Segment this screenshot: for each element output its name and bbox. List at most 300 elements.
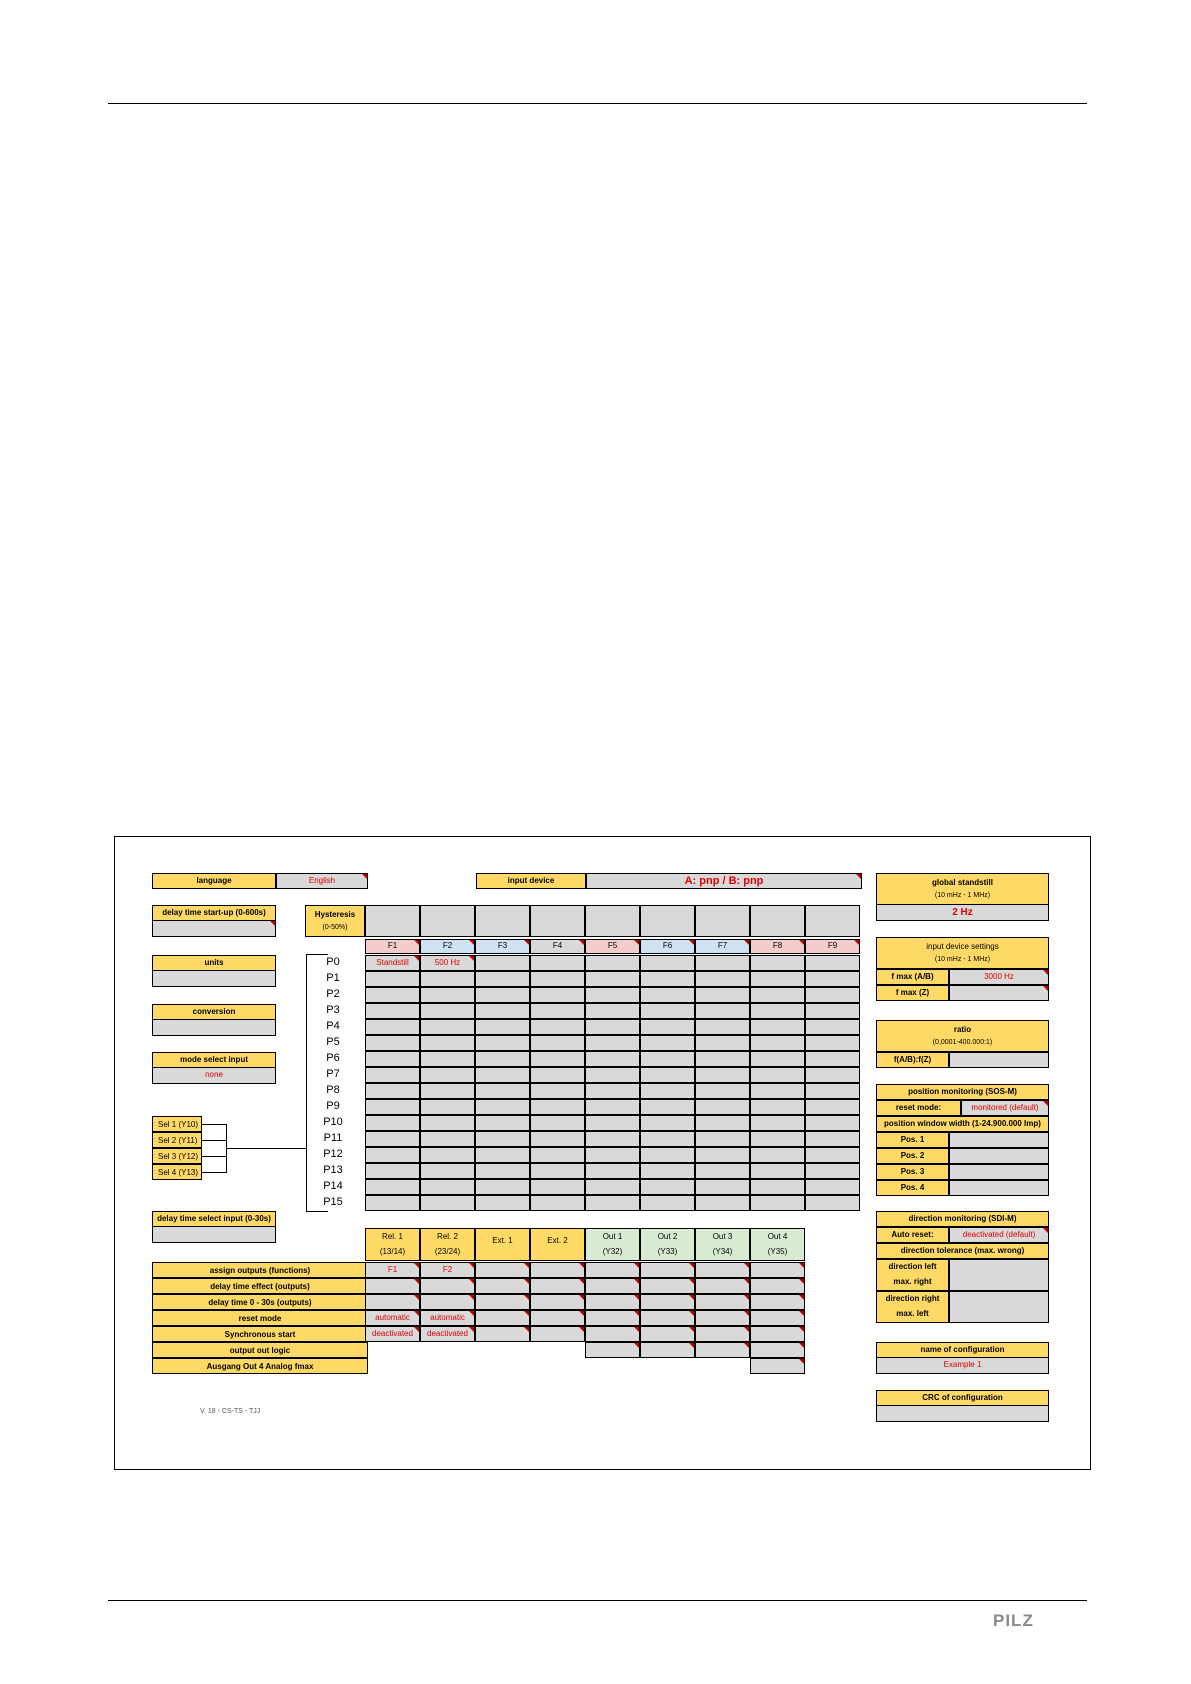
output-cell[interactable] — [530, 1310, 585, 1326]
matrix-cell[interactable] — [805, 1131, 860, 1147]
ratio-header — [876, 1020, 1049, 1052]
matrix-cell[interactable] — [805, 1035, 860, 1051]
matrix-cell[interactable] — [420, 1179, 475, 1195]
output-cell[interactable] — [365, 1278, 420, 1294]
matrix-cell[interactable] — [475, 1195, 530, 1211]
hysteresis-cell[interactable] — [805, 905, 860, 937]
matrix-cell[interactable] — [530, 1115, 585, 1131]
matrix-cell[interactable] — [365, 1003, 420, 1019]
matrix-cell[interactable] — [640, 1099, 695, 1115]
assign-rel2-value: F2 — [442, 1264, 453, 1274]
matrix-cell[interactable] — [640, 1163, 695, 1179]
ratio-formula: f(A/B):f(Z) — [876, 1052, 949, 1068]
matrix-cell[interactable] — [420, 1083, 475, 1099]
matrix-cell[interactable] — [365, 1179, 420, 1195]
matrix-cell[interactable] — [750, 1019, 805, 1035]
version-note: V. 18 - CS-TS - TJJ — [200, 1408, 261, 1415]
sdi-label: direction monitoring (SDI-M) — [876, 1211, 1049, 1227]
matrix-cell[interactable] — [695, 987, 750, 1003]
matrix-cell[interactable] — [640, 971, 695, 987]
matrix-cell[interactable] — [695, 955, 750, 971]
output-terminal: (13/14) — [379, 1246, 406, 1256]
output-cell[interactable] — [530, 1278, 585, 1294]
mode-select-value[interactable]: none — [152, 1068, 276, 1084]
function-header-cell: F8 — [750, 939, 805, 954]
ratio-field[interactable] — [949, 1052, 1049, 1068]
hysteresis-cell[interactable] — [640, 905, 695, 937]
parameter-label: P10 — [323, 1116, 343, 1128]
output-cell[interactable] — [750, 1326, 805, 1342]
output-header-cell — [475, 1228, 530, 1261]
sel-line-4 — [202, 1172, 226, 1173]
output-cell[interactable] — [640, 1278, 695, 1294]
position-field[interactable] — [949, 1132, 1049, 1148]
matrix-cell[interactable] — [805, 971, 860, 987]
matrix-cell[interactable] — [695, 1099, 750, 1115]
output-cell[interactable] — [420, 1294, 475, 1310]
matrix-cell[interactable] — [750, 1099, 805, 1115]
output-terminal: (23/24) — [434, 1246, 461, 1256]
matrix-cell[interactable] — [695, 1019, 750, 1035]
output-header-cell — [365, 1228, 420, 1261]
matrix-cell[interactable] — [365, 1019, 420, 1035]
hysteresis-label: Hysteresis — [314, 909, 356, 919]
matrix-cell[interactable] — [420, 1035, 475, 1051]
matrix-cell[interactable] — [365, 1115, 420, 1131]
matrix-cell[interactable] — [475, 1099, 530, 1115]
output-cell[interactable] — [750, 1262, 805, 1278]
matrix-cell[interactable] — [695, 1035, 750, 1051]
output-name: Rel. 2 — [437, 1231, 458, 1241]
matrix-cell[interactable] — [640, 1083, 695, 1099]
matrix-cell[interactable] — [695, 1163, 750, 1179]
output-cell[interactable] — [640, 1326, 695, 1342]
matrix-cell[interactable] — [750, 955, 805, 971]
matrix-cell[interactable] — [365, 1099, 420, 1115]
matrix-cell[interactable] — [805, 1147, 860, 1163]
hysteresis-cell[interactable] — [475, 905, 530, 937]
matrix-cell[interactable] — [530, 1147, 585, 1163]
matrix-cell[interactable] — [420, 1195, 475, 1211]
matrix-cell[interactable] — [530, 1003, 585, 1019]
hysteresis-cell[interactable] — [420, 905, 475, 937]
matrix-cell[interactable] — [420, 1131, 475, 1147]
matrix-cell[interactable] — [420, 987, 475, 1003]
hysteresis-cell[interactable] — [585, 905, 640, 937]
matrix-cell[interactable] — [805, 1051, 860, 1067]
matrix-cell[interactable] — [585, 987, 640, 1003]
output-cell[interactable] — [585, 1342, 640, 1358]
matrix-cell[interactable] — [750, 1083, 805, 1099]
matrix-cell[interactable] — [475, 1035, 530, 1051]
matrix-cell[interactable] — [530, 1067, 585, 1083]
output-header-cell — [585, 1228, 640, 1261]
matrix-cell[interactable] — [750, 1003, 805, 1019]
matrix-cell[interactable] — [420, 1115, 475, 1131]
position-field[interactable] — [949, 1164, 1049, 1180]
parameter-label: P5 — [326, 1036, 340, 1048]
output-cell[interactable] — [585, 1310, 640, 1326]
matrix-cell[interactable] — [365, 987, 420, 1003]
matrix-cell[interactable] — [585, 1147, 640, 1163]
p0-f1-value: Standstill — [376, 957, 409, 967]
matrix-cell[interactable] — [475, 1003, 530, 1019]
output-header-cell — [530, 1228, 585, 1261]
matrix-cell[interactable] — [640, 1131, 695, 1147]
matrix-cell[interactable] — [640, 1003, 695, 1019]
output-name: Out 4 — [767, 1231, 788, 1241]
direction-right-label — [876, 1291, 949, 1323]
matrix-cell[interactable] — [530, 1035, 585, 1051]
matrix-cell[interactable] — [640, 1035, 695, 1051]
matrix-cell[interactable] — [805, 1083, 860, 1099]
matrix-cell[interactable] — [640, 1179, 695, 1195]
param-bracket — [306, 954, 307, 1212]
output-cell[interactable] — [585, 1262, 640, 1278]
matrix-cell[interactable] — [365, 1195, 420, 1211]
position-field[interactable] — [949, 1148, 1049, 1164]
matrix-cell[interactable] — [805, 1115, 860, 1131]
hysteresis-cell[interactable] — [750, 905, 805, 937]
matrix-cell[interactable] — [530, 1163, 585, 1179]
function-header-cell: F2 — [420, 939, 475, 954]
matrix-cell[interactable] — [475, 1131, 530, 1147]
sdi-auto-value[interactable]: deactivated (default) — [949, 1227, 1049, 1243]
sos-label: position monitoring (SOS-M) — [876, 1084, 1049, 1100]
output-terminal: (Y32) — [602, 1246, 623, 1256]
matrix-cell[interactable] — [475, 987, 530, 1003]
matrix-cell[interactable] — [750, 1147, 805, 1163]
output-terminal: (Y35) — [767, 1246, 788, 1256]
global-standstill-range: (10 mHz - 1 MHz) — [934, 891, 991, 899]
matrix-cell[interactable] — [420, 1147, 475, 1163]
matrix-cell[interactable] — [530, 1083, 585, 1099]
matrix-cell[interactable] — [750, 971, 805, 987]
input-settings-header — [876, 937, 1049, 969]
matrix-cell[interactable] — [640, 955, 695, 971]
sdi-auto-label: Auto reset: — [876, 1227, 949, 1243]
matrix-cell[interactable] — [420, 1163, 475, 1179]
matrix-cell[interactable] — [640, 1147, 695, 1163]
matrix-cell[interactable] — [695, 971, 750, 987]
output-cell[interactable] — [585, 1278, 640, 1294]
crc-field[interactable] — [876, 1406, 1049, 1422]
hysteresis-range: (0-50%) — [322, 923, 348, 931]
matrix-cell[interactable] — [420, 1003, 475, 1019]
matrix-cell[interactable] — [420, 1099, 475, 1115]
function-header-cell: F9 — [805, 939, 860, 954]
direction-left-field[interactable] — [949, 1259, 1049, 1291]
matrix-cell[interactable] — [585, 1019, 640, 1035]
fmax-ab-value[interactable]: 3000 Hz — [949, 969, 1049, 985]
matrix-cell[interactable] — [365, 1083, 420, 1099]
output-cell[interactable] — [695, 1326, 750, 1342]
direction-left-label — [876, 1259, 949, 1291]
conversion-field[interactable] — [152, 1020, 276, 1036]
matrix-cell[interactable] — [475, 1179, 530, 1195]
output-cell[interactable] — [420, 1278, 475, 1294]
output-cell[interactable] — [695, 1310, 750, 1326]
matrix-cell[interactable] — [365, 1067, 420, 1083]
matrix-cell[interactable] — [585, 1131, 640, 1147]
reset-rel1-value: automatic — [375, 1312, 410, 1322]
position-field[interactable] — [949, 1180, 1049, 1196]
output-cell[interactable] — [530, 1294, 585, 1310]
matrix-cell[interactable] — [695, 1131, 750, 1147]
parameter-label: P1 — [326, 972, 340, 984]
matrix-cell[interactable] — [585, 1083, 640, 1099]
conversion-label: conversion — [152, 1004, 276, 1020]
output-name: Out 2 — [657, 1231, 678, 1241]
function-header-cell: F4 — [530, 939, 585, 954]
output-row-label: reset mode — [152, 1310, 368, 1326]
matrix-cell[interactable] — [475, 1051, 530, 1067]
input-settings-label: input device settings — [926, 941, 999, 951]
matrix-cell[interactable] — [365, 971, 420, 987]
output-header-cell — [750, 1228, 805, 1261]
sel-line-2 — [202, 1140, 226, 1141]
matrix-cell[interactable] — [530, 1131, 585, 1147]
name-config-value[interactable]: Example 1 — [876, 1358, 1049, 1374]
matrix-cell[interactable] — [475, 1067, 530, 1083]
parameter-label: P7 — [326, 1068, 340, 1080]
language-value[interactable]: English — [276, 873, 368, 889]
output-cell[interactable] — [750, 1278, 805, 1294]
sel-input-3: Sel 3 (Y12) — [152, 1148, 202, 1164]
output-cell[interactable] — [475, 1278, 530, 1294]
matrix-cell[interactable] — [365, 1035, 420, 1051]
output-cell[interactable] — [530, 1262, 585, 1278]
parameter-label: P15 — [323, 1196, 343, 1208]
sel-line-1 — [202, 1124, 226, 1125]
matrix-cell[interactable] — [640, 1067, 695, 1083]
matrix-cell[interactable] — [475, 1019, 530, 1035]
output-cell[interactable] — [750, 1342, 805, 1358]
output-name: Rel. 1 — [382, 1231, 403, 1241]
matrix-cell[interactable] — [530, 1195, 585, 1211]
matrix-cell[interactable] — [585, 1099, 640, 1115]
param-bracket-bottom — [306, 1211, 328, 1212]
matrix-cell[interactable] — [365, 1051, 420, 1067]
matrix-cell[interactable] — [585, 1163, 640, 1179]
matrix-cell[interactable] — [640, 1051, 695, 1067]
output-row-label: Ausgang Out 4 Analog fmax — [152, 1358, 368, 1374]
matrix-cell[interactable] — [585, 1195, 640, 1211]
matrix-cell[interactable] — [585, 1051, 640, 1067]
output-cell[interactable] — [640, 1310, 695, 1326]
matrix-cell[interactable] — [530, 1179, 585, 1195]
matrix-cell[interactable] — [530, 1099, 585, 1115]
matrix-cell[interactable] — [805, 1067, 860, 1083]
hysteresis-header — [305, 905, 365, 937]
parameter-label: P6 — [326, 1052, 340, 1064]
direction-left-line2: max. right — [893, 1277, 932, 1286]
matrix-cell[interactable] — [640, 987, 695, 1003]
matrix-cell[interactable] — [585, 971, 640, 987]
output-cell[interactable] — [530, 1326, 585, 1342]
matrix-cell[interactable] — [695, 1067, 750, 1083]
fmax-z-label: f max (Z) — [876, 985, 949, 1001]
global-standstill-label: global standstill — [932, 877, 993, 887]
matrix-cell[interactable] — [805, 1195, 860, 1211]
output-cell[interactable] — [475, 1294, 530, 1310]
matrix-cell[interactable] — [475, 1083, 530, 1099]
sync-rel2-value: deactivated — [427, 1328, 468, 1338]
matrix-cell[interactable] — [750, 1163, 805, 1179]
matrix-cell[interactable] — [530, 987, 585, 1003]
units-field[interactable] — [152, 971, 276, 987]
parameter-label: P9 — [326, 1100, 340, 1112]
matrix-cell[interactable] — [695, 1115, 750, 1131]
output-header-cell — [420, 1228, 475, 1261]
matrix-cell[interactable] — [805, 1163, 860, 1179]
p0-f2-value: 500 Hz — [434, 957, 461, 967]
sos-reset-label: reset mode: — [876, 1100, 961, 1116]
output-cell[interactable] — [475, 1326, 530, 1342]
output-terminal: (Y34) — [712, 1246, 733, 1256]
matrix-cell[interactable] — [750, 1067, 805, 1083]
matrix-cell[interactable] — [530, 1019, 585, 1035]
matrix-cell[interactable] — [805, 1179, 860, 1195]
matrix-cell[interactable] — [475, 1147, 530, 1163]
matrix-cell[interactable] — [695, 1195, 750, 1211]
matrix-cell[interactable] — [805, 1019, 860, 1035]
matrix-cell[interactable] — [805, 955, 860, 971]
matrix-cell[interactable] — [695, 1003, 750, 1019]
matrix-cell[interactable] — [750, 1115, 805, 1131]
matrix-cell[interactable] — [585, 1003, 640, 1019]
output-header-cell — [640, 1228, 695, 1261]
output-row-label: Synchronous start — [152, 1326, 368, 1342]
function-header-cell: F6 — [640, 939, 695, 954]
parameter-label: P13 — [323, 1164, 343, 1176]
output-cell[interactable] — [695, 1262, 750, 1278]
output-name: Out 3 — [712, 1231, 733, 1241]
matrix-cell[interactable] — [365, 1147, 420, 1163]
matrix-cell[interactable] — [475, 1163, 530, 1179]
matrix-cell[interactable] — [640, 1195, 695, 1211]
parameter-label: P0 — [326, 956, 340, 968]
output-cell[interactable] — [585, 1294, 640, 1310]
output-cell[interactable] — [640, 1342, 695, 1358]
matrix-cell[interactable] — [420, 1019, 475, 1035]
matrix-cell[interactable] — [805, 1099, 860, 1115]
matrix-cell[interactable] — [530, 955, 585, 971]
sdi-tolerance-label: direction tolerance (max. wrong) — [876, 1243, 1049, 1259]
output-cell[interactable] — [695, 1342, 750, 1358]
direction-right-field[interactable] — [949, 1291, 1049, 1323]
parameter-label: P4 — [326, 1020, 340, 1032]
matrix-cell[interactable] — [805, 987, 860, 1003]
output-cell[interactable] — [750, 1294, 805, 1310]
assign-rel1-value: F1 — [387, 1264, 398, 1274]
matrix-cell[interactable] — [750, 1035, 805, 1051]
position-label: Pos. 2 — [876, 1148, 949, 1164]
parameter-label: P8 — [326, 1084, 340, 1096]
matrix-cell[interactable] — [585, 955, 640, 971]
matrix-cell[interactable] — [750, 1195, 805, 1211]
hysteresis-cell[interactable] — [365, 905, 420, 937]
name-config-label: name of configuration — [876, 1342, 1049, 1358]
sel-connector — [226, 1148, 306, 1149]
units-label: units — [152, 955, 276, 971]
footer-rule — [108, 1600, 1087, 1601]
position-label: Pos. 3 — [876, 1164, 949, 1180]
output-header-cell — [695, 1228, 750, 1261]
matrix-cell[interactable] — [805, 1003, 860, 1019]
hysteresis-cell[interactable] — [695, 905, 750, 937]
matrix-cell[interactable] — [695, 1147, 750, 1163]
output-cell[interactable] — [695, 1278, 750, 1294]
ratio-label: ratio — [953, 1024, 972, 1034]
delay-select-field[interactable] — [152, 1227, 276, 1243]
matrix-cell[interactable] — [530, 1051, 585, 1067]
output-cell[interactable] — [750, 1358, 805, 1374]
matrix-cell[interactable] — [530, 971, 585, 987]
matrix-cell[interactable] — [585, 1067, 640, 1083]
matrix-cell[interactable] — [640, 1019, 695, 1035]
direction-right-line2: max. left — [896, 1309, 929, 1318]
pilz-logo: PILZ — [993, 1611, 1034, 1630]
output-cell[interactable] — [750, 1310, 805, 1326]
matrix-cell[interactable] — [695, 1179, 750, 1195]
hysteresis-cell[interactable] — [530, 905, 585, 937]
matrix-cell[interactable] — [420, 1067, 475, 1083]
sync-rel1-value: deactivated — [372, 1328, 413, 1338]
matrix-cell[interactable] — [750, 987, 805, 1003]
matrix-cell[interactable] — [475, 955, 530, 971]
matrix-cell[interactable] — [750, 1131, 805, 1147]
function-header-cell: F3 — [475, 939, 530, 954]
matrix-cell[interactable] — [585, 1035, 640, 1051]
matrix-cell[interactable] — [640, 1115, 695, 1131]
sel-input-1: Sel 1 (Y10) — [152, 1116, 202, 1132]
matrix-cell[interactable] — [420, 971, 475, 987]
sel-input-2: Sel 2 (Y11) — [152, 1132, 202, 1148]
sos-reset-value[interactable]: monitored (default) — [961, 1100, 1049, 1116]
fmax-z-field[interactable] — [949, 985, 1049, 1001]
output-terminal: (Y33) — [657, 1246, 678, 1256]
delay-startup-field[interactable] — [152, 921, 276, 937]
output-cell[interactable] — [475, 1262, 530, 1278]
position-label: Pos. 1 — [876, 1132, 949, 1148]
output-cell[interactable] — [585, 1326, 640, 1342]
matrix-cell[interactable] — [365, 1131, 420, 1147]
crc-label: CRC of configuration — [876, 1390, 1049, 1406]
input-device-label: input device — [476, 873, 586, 889]
function-header-cell: F5 — [585, 939, 640, 954]
matrix-cell[interactable] — [750, 1051, 805, 1067]
output-cell[interactable] — [640, 1294, 695, 1310]
matrix-cell[interactable] — [585, 1179, 640, 1195]
output-cell[interactable] — [695, 1294, 750, 1310]
matrix-cell[interactable] — [420, 1051, 475, 1067]
parameter-label: P12 — [323, 1148, 343, 1160]
input-device-value[interactable]: A: pnp / B: pnp — [586, 873, 862, 889]
matrix-cell[interactable] — [365, 1163, 420, 1179]
output-cell[interactable] — [475, 1310, 530, 1326]
matrix-cell[interactable] — [475, 1115, 530, 1131]
matrix-cell[interactable] — [585, 1115, 640, 1131]
function-header-cell: F7 — [695, 939, 750, 954]
matrix-cell[interactable] — [475, 971, 530, 987]
global-standstill-value[interactable]: 2 Hz — [876, 905, 1049, 921]
output-cell[interactable] — [640, 1262, 695, 1278]
output-cell[interactable] — [365, 1294, 420, 1310]
matrix-cell[interactable] — [750, 1179, 805, 1195]
matrix-cell[interactable] — [695, 1083, 750, 1099]
matrix-cell[interactable] — [695, 1051, 750, 1067]
